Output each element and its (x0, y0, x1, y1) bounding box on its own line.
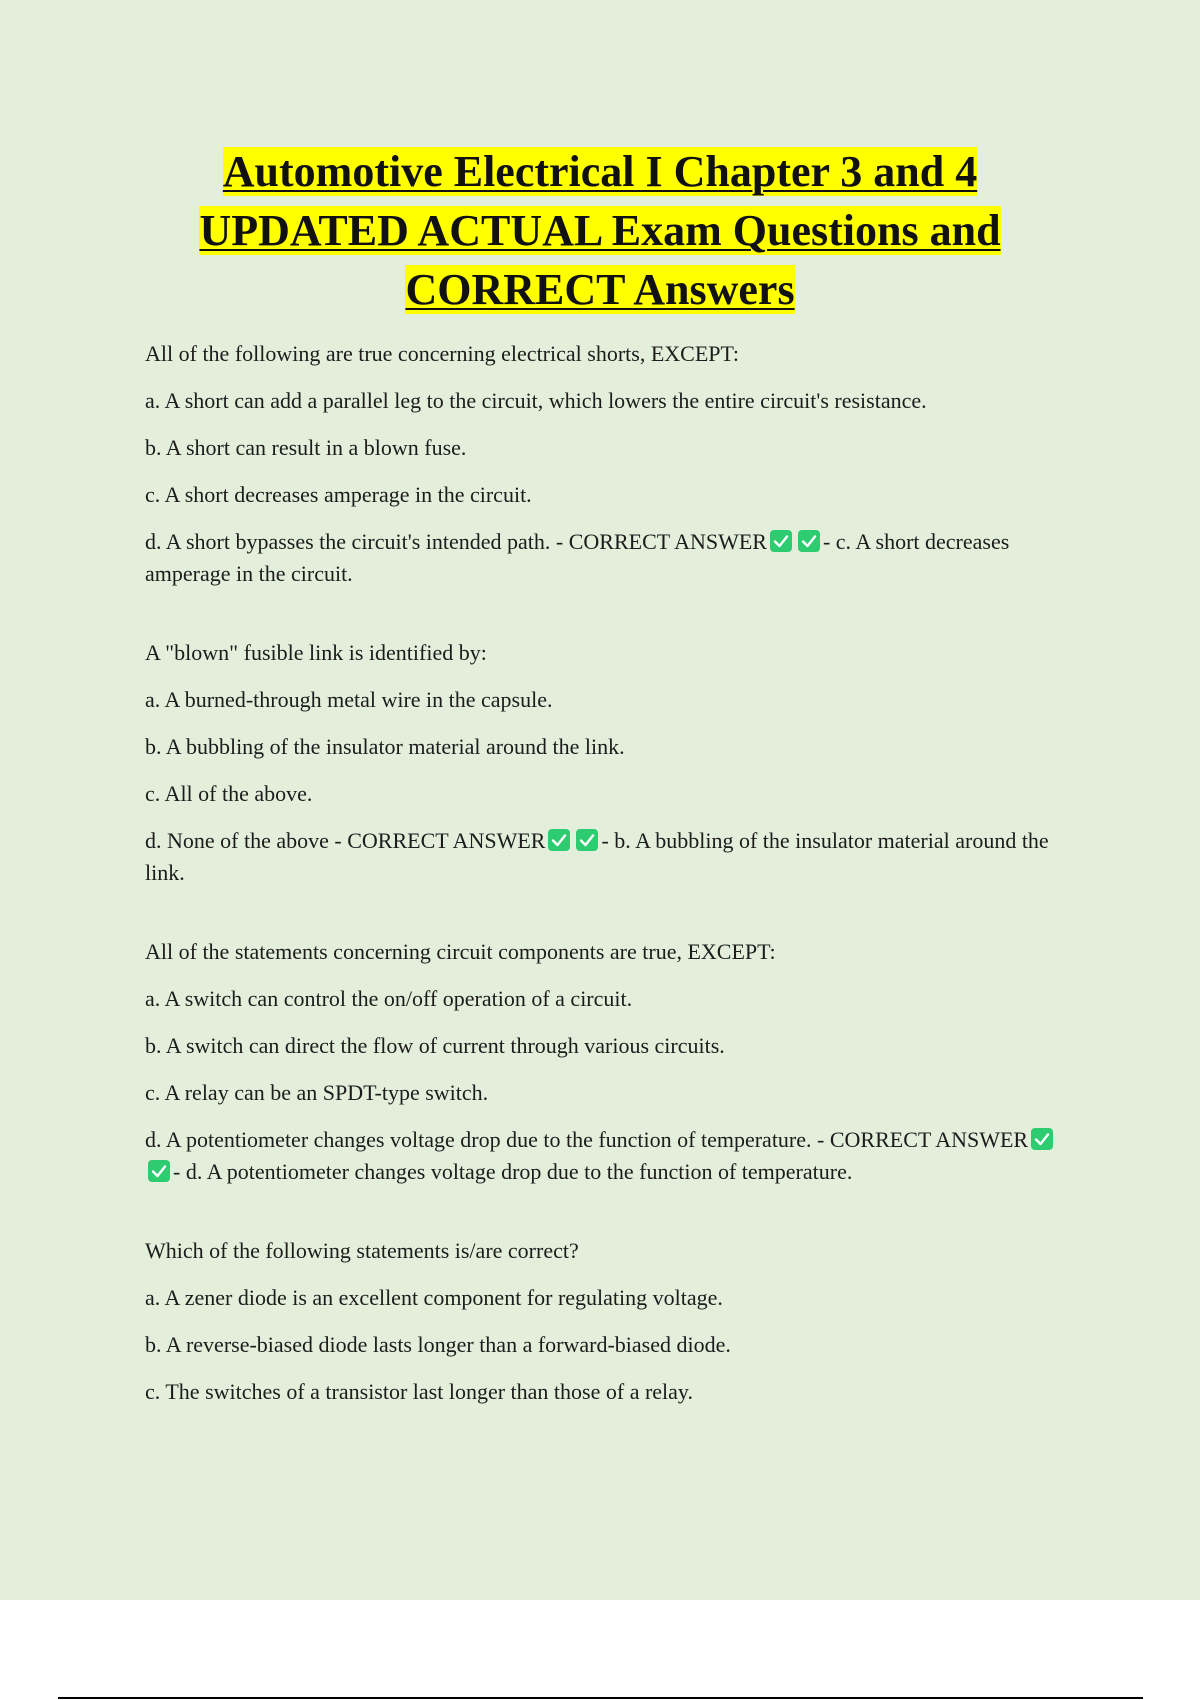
question-1-answer-line (145, 526, 1065, 590)
question-3-option-b: b. A switch can direct the flow of current through various circuits. (145, 1033, 725, 1058)
check-mark-icon (798, 530, 820, 552)
question-1-option-a: a. A short can add a parallel leg to the circuit, which lowers the entire circuit's resistance. (145, 388, 927, 413)
title-line-1: Automotive Electrical I Chapter 3 and 4 (222, 147, 978, 196)
question-2 (145, 637, 1065, 889)
question-4 (145, 1235, 1065, 1408)
footer-divider (58, 1697, 1143, 1699)
question-3-correct-answer: - d. A potentiometer changes voltage drop due to the function of temperature. (173, 1159, 853, 1184)
question-3-option-c: c. A relay can be an SPDT-type switch. (145, 1080, 489, 1105)
question-2-answer-line (145, 825, 1065, 889)
question-2-option-a: a. A burned-through metal wire in the capsule. (145, 687, 553, 712)
correct-answer-label: - CORRECT ANSWER (555, 529, 767, 554)
questions-list (145, 338, 1065, 1455)
check-mark-icon (576, 829, 598, 851)
question-1-option-b: b. A short can result in a blown fuse. (145, 435, 467, 460)
question-1-correct-answer: - c. A short decreases amperage in the circuit. (145, 529, 1010, 586)
question-1-prompt: All of the following are true concerning electrical shorts, EXCEPT: (145, 341, 739, 366)
question-2-option-b: b. A bubbling of the insulator material around the link. (145, 734, 625, 759)
question-2-prompt: A "blown" fusible link is identified by: (145, 640, 487, 665)
question-1-option-d: d. A short bypasses the circuit's intended path. (145, 529, 551, 554)
question-4-option-b: b. A reverse-biased diode lasts longer than a forward-biased diode. (145, 1332, 731, 1357)
question-4-option-a: a. A zener diode is an excellent component for regulating voltage. (145, 1285, 723, 1310)
question-3 (145, 936, 1065, 1188)
question-3-option-d: d. A potentiometer changes voltage drop due to the function of temperature. (145, 1127, 812, 1152)
question-2-correct-answer: - b. A bubbling of the insulator material around the link. (145, 828, 1049, 885)
correct-answer-label: - CORRECT ANSWER (817, 1127, 1029, 1152)
question-3-answer-line (145, 1124, 1065, 1188)
correct-answer-label: - CORRECT ANSWER (334, 828, 546, 853)
question-2-option-d: d. None of the above (145, 828, 329, 853)
question-2-option-c: c. All of the above. (145, 781, 313, 806)
question-3-option-a: a. A switch can control the on/off operation of a circuit. (145, 986, 633, 1011)
question-1 (145, 338, 1065, 590)
question-4-prompt: Which of the following statements is/are correct? (145, 1238, 579, 1263)
question-3-prompt: All of the statements concerning circuit components are true, EXCEPT: (145, 939, 776, 964)
document-title (100, 142, 1100, 319)
question-4-option-c: c. The switches of a transistor last longer than those of a relay. (145, 1379, 694, 1404)
title-line-3: CORRECT Answers (405, 265, 795, 314)
title-line-2: UPDATED ACTUAL Exam Questions and (199, 206, 1001, 255)
question-1-option-c: c. A short decreases amperage in the circuit. (145, 482, 532, 507)
check-mark-icon (148, 1160, 170, 1182)
check-mark-icon (548, 829, 570, 851)
check-mark-icon (770, 530, 792, 552)
check-mark-icon (1031, 1128, 1053, 1150)
